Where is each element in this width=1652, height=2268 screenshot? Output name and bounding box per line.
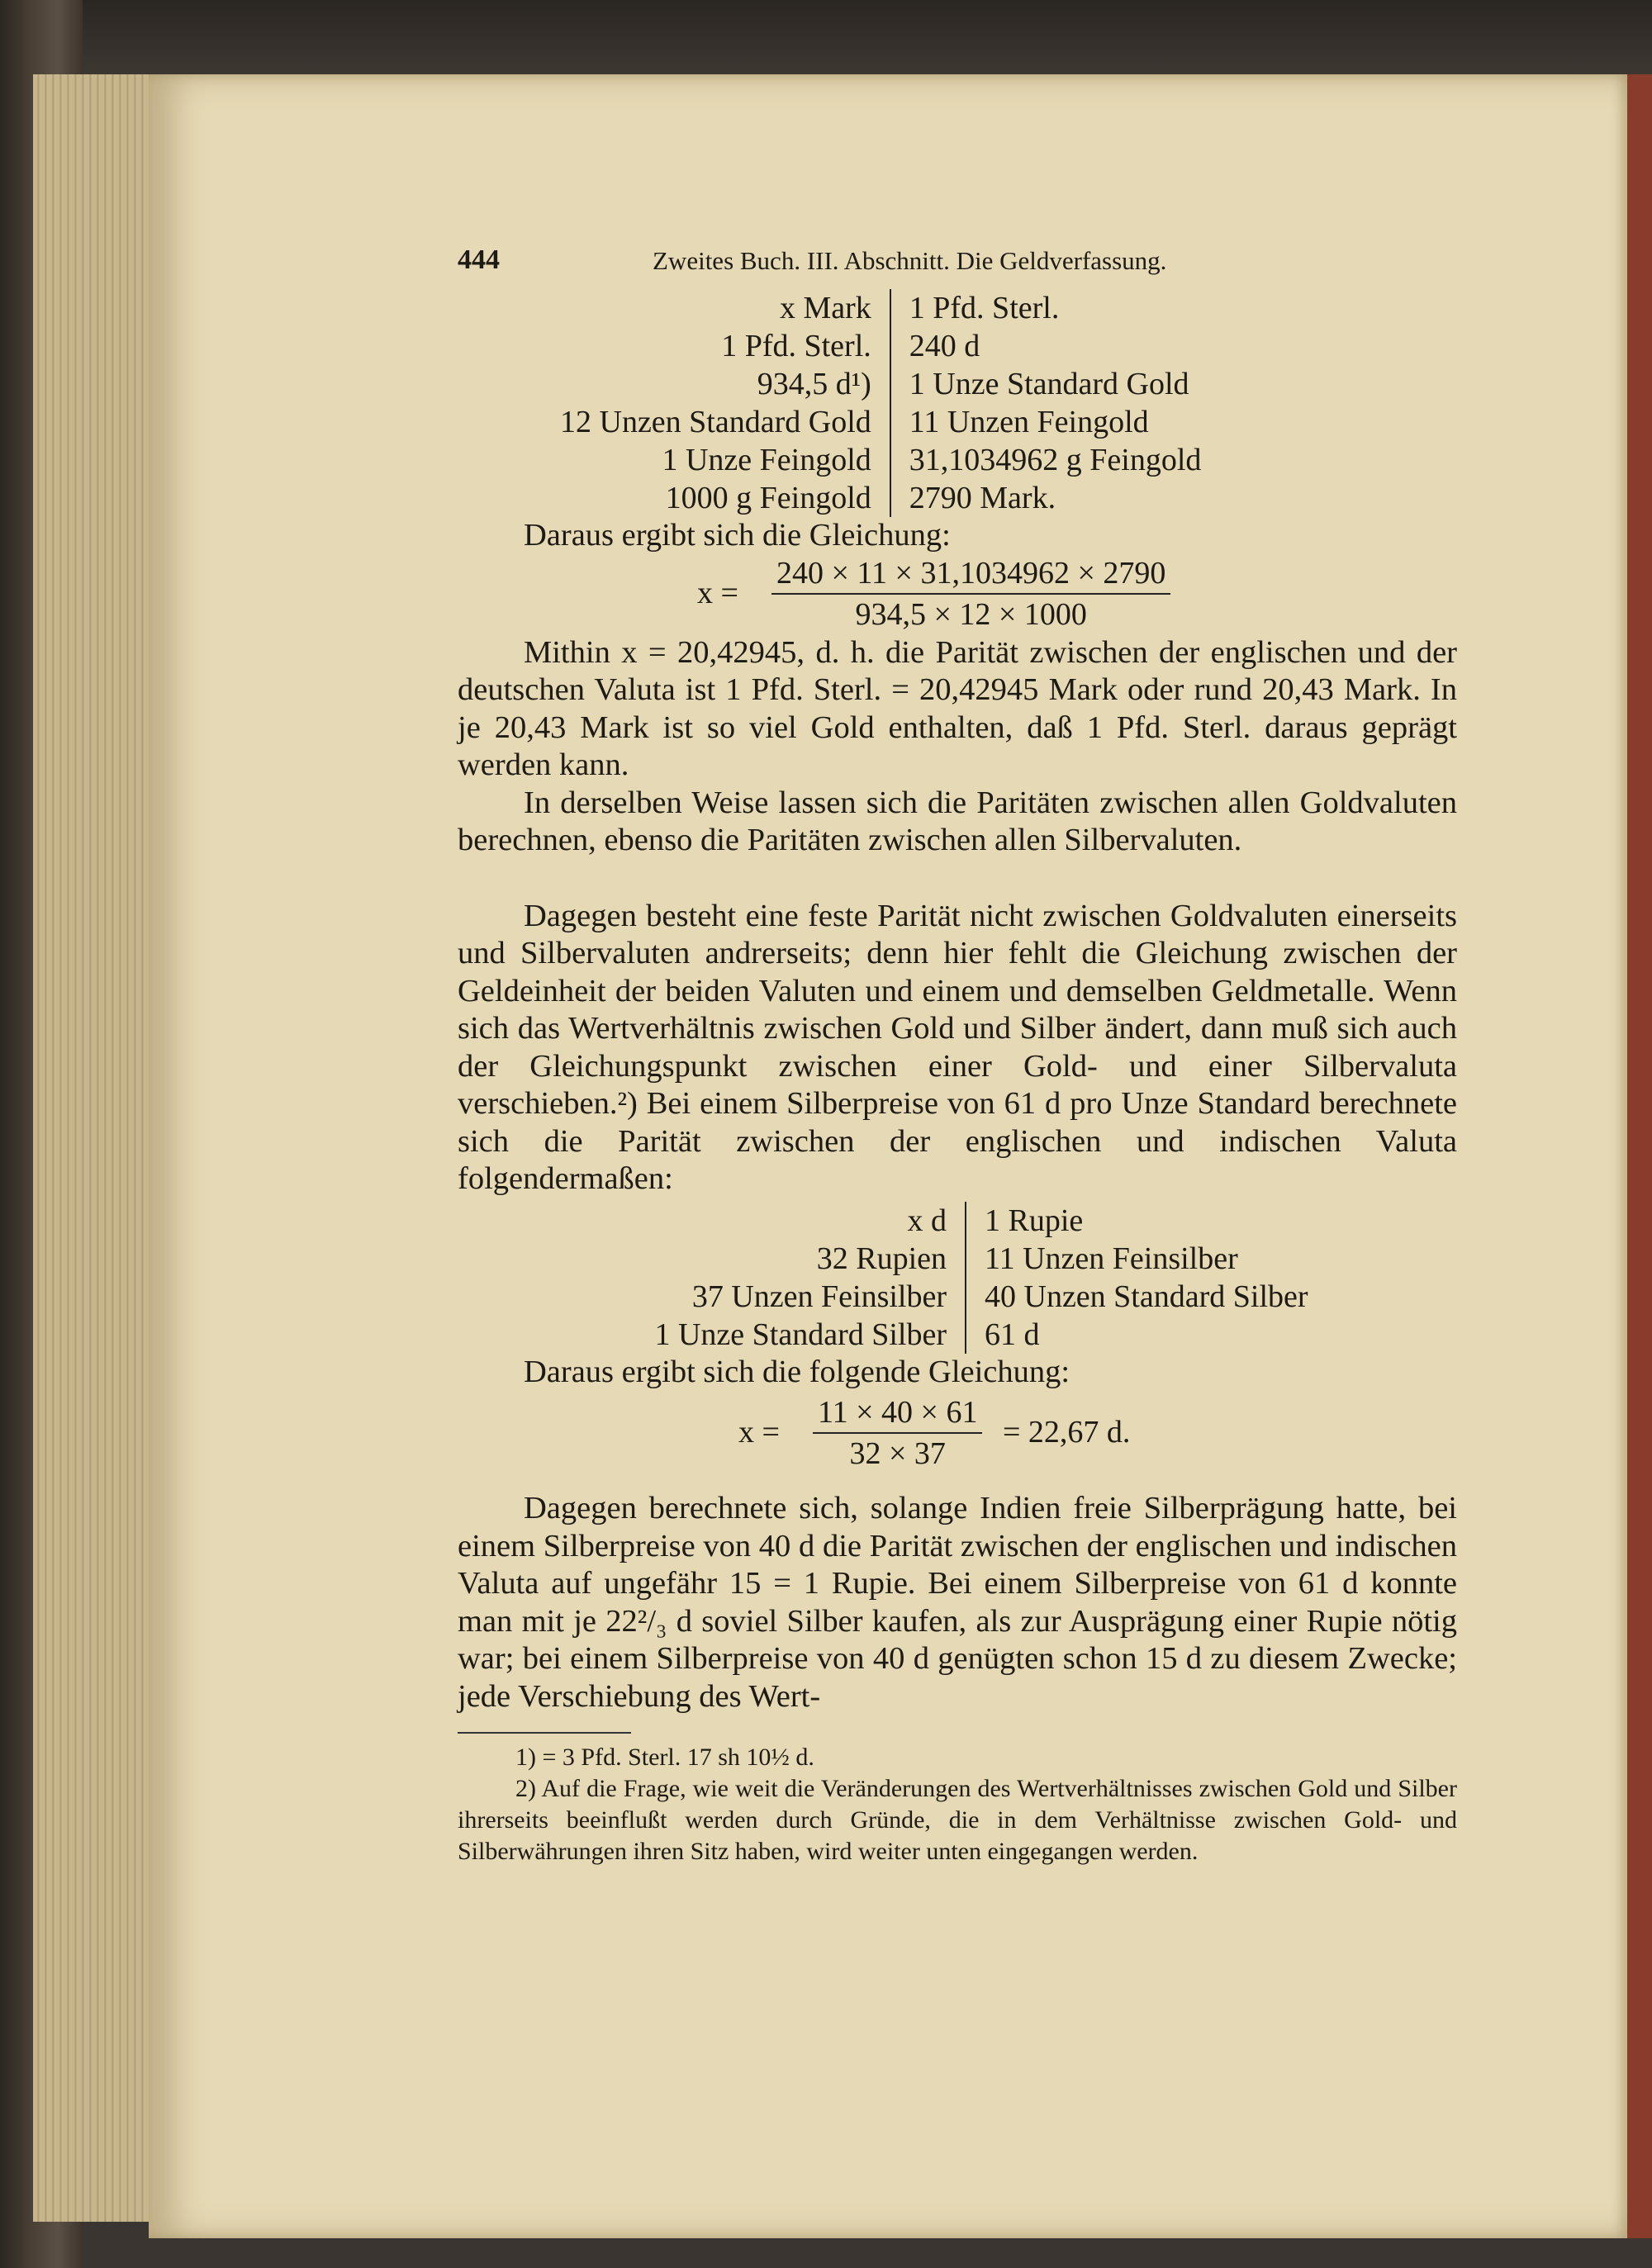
table-cell: 12 Unzen Standard Gold xyxy=(560,405,871,439)
table-cell: 1 Rupie xyxy=(985,1203,1084,1238)
table-cell: 1 Pfd. Sterl. xyxy=(721,329,871,363)
equation-gold-parity xyxy=(458,555,1457,634)
conversion-table-silver xyxy=(558,1202,1457,1354)
table-cell: 240 d xyxy=(909,329,980,363)
table-cell: 1 Unze Feingold xyxy=(662,443,871,477)
equation-fraction xyxy=(813,1394,982,1472)
table-cell: 1 Unze Standard Silber xyxy=(654,1317,947,1352)
equation-lhs: x = xyxy=(738,1415,780,1450)
paragraph: Mithin x = 20,42945, d. h. die Parität zwischen der englischen und der deutschen Valuta ist 1 Pfd. Sterl. = 20,42945 Mark oder rund 20,43 Mark. In je 20,43 Mark ist so viel Gold enthalten, daß 1 Pfd. Sterl. daraus geprägt werden kann. xyxy=(458,634,1457,782)
running-title: Zweites Buch. III. Abschnitt. Die Geldverfassung. xyxy=(653,246,1167,275)
table-cell: 1 Unze Standard Gold xyxy=(909,367,1189,401)
page-number: 444 xyxy=(458,244,500,275)
background-top xyxy=(0,0,1652,74)
table-cell: x d xyxy=(907,1203,947,1238)
table-cell: 11 Unzen Feinsilber xyxy=(985,1241,1238,1276)
table-cell: 40 Unzen Standard Silber xyxy=(985,1279,1308,1314)
table-cell: x Mark xyxy=(779,291,871,325)
equation-numerator: 11 × 40 × 61 xyxy=(813,1394,982,1434)
table-right-column xyxy=(891,289,1202,517)
table-left-column xyxy=(560,289,891,517)
equation-denominator: 934,5 × 12 × 1000 xyxy=(855,596,1087,632)
equation-intro: Daraus ergibt sich die Gleichung: xyxy=(524,518,951,553)
equation-fraction xyxy=(771,555,1170,633)
page-content xyxy=(458,244,1457,1867)
footnote-divider xyxy=(458,1732,631,1734)
footnotes xyxy=(458,1742,1457,1867)
equation-lhs: x = xyxy=(697,575,738,610)
table-cell: 934,5 d¹) xyxy=(757,367,871,401)
running-head xyxy=(458,244,1457,289)
paragraph: Dagegen besteht eine feste Parität nicht zwischen Goldvaluten einerseits und Silbervaluten andrerseits; denn hier fehlt die Gleichung zwischen der Geldeinheit der beiden Valuten und einem und demselben Geldmetalle. Wenn sich das Wertverhältnis zwischen Gold und Silber ändert, dann muß sich auch der Gleichungspunkt zwischen einer Gold- und einer Silbervaluta verschieben.²) Bei einem Silberpreise von 61 d pro Unze Standard berechnete sich die Parität zwischen der englischen und indischen Valuta folgendermaßen: xyxy=(458,898,1457,1196)
equation-denominator: 32 × 37 xyxy=(849,1436,946,1471)
book-cover-edge xyxy=(1627,74,1652,2238)
table-cell: 37 Unzen Feinsilber xyxy=(691,1279,947,1314)
table-left-column xyxy=(558,1202,966,1354)
equation-result: = 22,67 d. xyxy=(1003,1415,1131,1450)
table-cell: 1 Pfd. Sterl. xyxy=(909,291,1060,325)
table-cell: 31,1034962 g Feingold xyxy=(909,443,1202,477)
footnote-2: 2) Auf die Frage, wie weit die Veränderungen des Wertverhältnisses zwischen Gold und Silber ihrerseits beeinflußt werden durch Gründe, die in dem Verhältnisse zwischen Gold- und Silberwährungen ihren Sitz haben, wird weiter unten eingegangen werden. xyxy=(458,1775,1457,1865)
table-cell: 1000 g Feingold xyxy=(665,481,871,515)
table-cell: 32 Rupien xyxy=(816,1241,947,1276)
footnote-1: 1) = 3 Pfd. Sterl. 17 sh 10½ d. xyxy=(515,1744,814,1771)
table-cell: 61 d xyxy=(985,1317,1040,1352)
paragraph: Dagegen berechnete sich, solange Indien freie Silberprägung hatte, bei einem Silberpreise von 40 d die Parität zwischen der englischen und indischen Valuta auf ungefähr 15 = 1 Rupie. Bei einem Silberpreise von 61 d konnte man mit je 22²/₃ d soviel Silber kaufen, als zur Ausprägung einer Rupie nötig war; bei einem Silberpreise von 40 d genügten schon 15 d zu diesem Zwecke; jede Verschiebung des Wert- xyxy=(458,1491,1457,1714)
equation-intro: Daraus ergibt sich die folgende Gleichung: xyxy=(524,1354,1070,1389)
table-right-column xyxy=(966,1202,1308,1354)
paragraph-gap xyxy=(458,860,1457,898)
table-cell: 11 Unzen Feingold xyxy=(909,405,1149,439)
equation-numerator: 240 × 11 × 31,1034962 × 2790 xyxy=(771,555,1170,595)
table-cell: 2790 Mark. xyxy=(909,481,1056,515)
equation-silver-parity xyxy=(458,1391,1457,1490)
page-edges xyxy=(33,74,165,2222)
paragraph: In derselben Weise lassen sich die Paritäten zwischen allen Goldvaluten berechnen, ebenso die Paritäten zwischen allen Silbervaluten. xyxy=(458,785,1457,857)
